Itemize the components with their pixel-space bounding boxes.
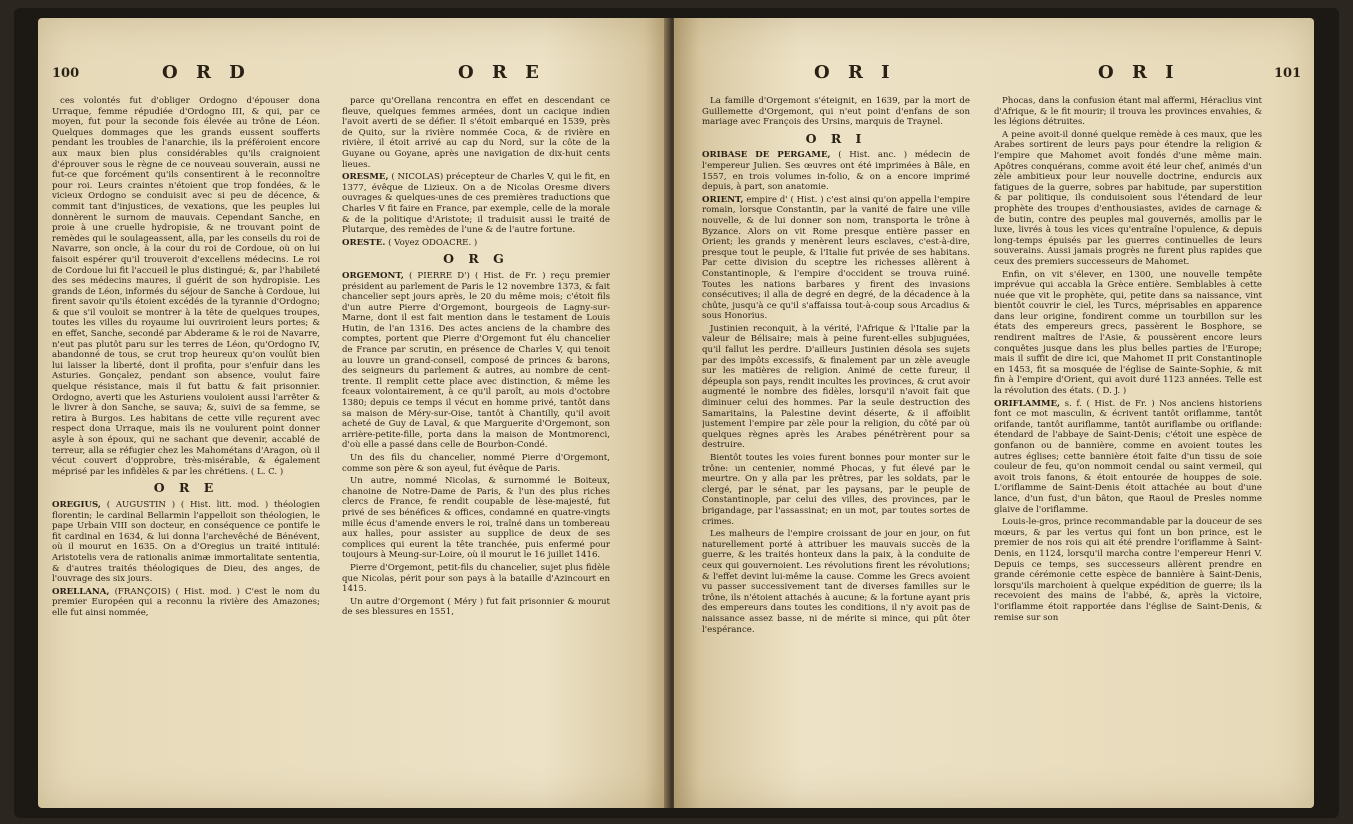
entry-text: empire d' ( Hist. ) c'est ainsi qu'on appella l'empire romain, lorsque Constantin, par la vanité de faire une ville nouvelle, & de lui donner son nom, transporta le trône à Byzance. Alors on vit Rome presque entière passer en Orient; les grands y menèrent leurs esclaves, c'est-à-dire, presque tout le peuple, & l'Italie fut privée de ses habitans. Par cette division du sceptre les richesses allèrent à Constantinople, & l'empire d'occident se trouva ruiné. Toutes les nations barbares y firent des invasions consécutives; il alla de degré en degré, de la décadence à la chûte, jusqu'à ce qu'il s'affaissa tout-à-coup sous Arcadius & sous Honorius. [702,194,970,322]
running-head-left-col1: O R D [162,62,251,83]
entry-headword: ORESTE. [342,237,386,248]
right-page-column-1 [702,96,970,796]
entry-headword: OREGIUS, [52,499,101,510]
running-head-right-col2: O R I [1098,62,1180,83]
dictionary-entry [702,150,970,192]
right-page [674,18,1314,808]
dictionary-entry [52,500,320,585]
page-number-left: 100 [52,66,80,81]
dictionary-entry [342,172,610,236]
left-page-header [38,64,670,88]
paragraph: Bientôt toutes les voies furent bonnes pour monter sur le trône: un centenier, nommé Phocas, y fut élevé par le meurtre. On y alla par les prêtres, par les soldats, par le clergé, par le sénat, par les paysans, par le peuple de Constantinople, par celui des villes, des provinces, par le brigandage, par l'assassinat; en un mot, par toutes sortes de crimes. [702,453,970,527]
entry-text: (FRANÇOIS) ( Hist. mod. ) C'est le nom du premier Européen qui a reconnu la rivière des Amazones; elle fut ainsi nommée, [52,586,320,618]
paragraph: Phocas, dans la confusion étant mal affermi, Héraclius vint d'Afrique, & le fit mourir; il trouva les provinces envahies, & les légions détruites. [994,96,1262,128]
running-head-right-col1: O R I [814,62,896,83]
paragraph: Un autre, nommé Nicolas, & surnommé le Boiteux, chanoine de Notre-Dame de Paris, & l'un des plus riches clercs de France, fe rendit coupable de lèse-majesté, fut privé de ses bénéfices & offices, condamné en quatre-vingts mille écus d'amende envers le roi, traîné dans un tombereau aux halles, pour assister au supplice de deux de ses complices qui eurent la tête tranchée, puis enfermé pour toujours à Meung-sur-Loire, où il mourut le 16 juillet 1416. [342,476,610,561]
section-heading: O R E [153,480,219,496]
paragraph: parce qu'Orellana rencontra en effet en descendant ce fleuve, quelques femmes armées, dont un cacique indien l'avoit averti de se défier. Il s'étoit embarqué en 1539, près de Quito, sur la rivière nommée Coca, & de rivière en rivière, il étoit arrivé au cap du Nord, sur la côte de la Guyane ou Goyane, après une navigation de dix-huit cents lieues. [342,96,610,170]
entry-headword: ORGEMONT, [342,270,404,281]
entry-text: ( Voyez ODOACRE. ) [388,237,478,248]
section-heading: O R G [443,251,509,267]
dictionary-entry [342,271,610,451]
paragraph: Un des fils du chancelier, nommé Pierre d'Orgemont, comme son père & son ayeul, fut évêque de Paris. [342,453,610,474]
left-page [38,18,670,808]
dictionary-entry [994,399,1262,516]
paragraph: A peine avoit-il donné quelque remède à ces maux, que les Arabes sortirent de leurs pays pour étendre la religion & l'empire que Mahomet avoit fondés d'une même main. Apôtres conquérans, comme avoit été leur chef, animés d'un zèle ambitieux pour leur nouvelle doctrine, endurcis aux fatigues de la guerre, sobres par habitude, par superstition & par politique, ils conduisoient sous l'étendard de leur prophète des troupes d'enthousiastes, avides de carnage & de butin, contre des peuples mal gouvernés, amollis par le luxe, livrés à tous les vices qu'entraîne l'opulence, & depuis long-temps épuisés par les guerres continuelles de leurs souverains. Aussi jamais progrès ne furent plus rapides que ceux des premiers successeurs de Mahomet. [994,129,1262,267]
entry-headword: ORIBASE DE PERGAME, [702,150,831,161]
paragraph: Pierre d'Orgemont, petit-fils du chancelier, sujet plus fidèle que Nicolas, périt pour son pays à la bataille d'Azincourt en 1415. [342,562,610,595]
paragraph: La famille d'Orgemont s'éteignit, en 1639, par la mort de Guillemette d'Orgemont, qui n'eut point d'enfans de son mariage avec François des Ursins, marquis de Traynel. [702,96,970,128]
entry-headword: ORIFLAMME, [994,398,1061,409]
paragraph: Un autre d'Orgemont ( Méry ) fut fait prisonnier & mourut de ses blessures en 1551, [342,596,610,618]
entry-headword: ORESME, [342,172,389,183]
entry-headword: ORIENT, [702,194,744,205]
entry-text: ( PIERRE D') ( Hist. de Fr. ) reçu premier président au parlement de Paris le 12 novembre 1373, & fait chancelier sept jours après, le 20 du même mois; c'étoit fils d'un autre Pierre d'Orgemont, bourgeois de Lagny-sur-Marne, dont il est fait mention dans le testament de Louis Hutin, de l'an 1316. Des actes anciens de la chambre des comptes, portent que Pierre d'Orgemont fut élu chancelier de France par scrutin, en présence de Charles V, qui tenoit au louvre un grand-conseil, composé de princes & barons, des seigneurs du parlement & autres, au nombre de cent-trente. Il remplit cette place avec distinction, & même les fceaux volontairement, à ce qu'il paroît, au mois d'octobre 1380; depuis ce temps il vécut en homme privé, tantôt dans sa maison de Méry-sur-Oise, tantôt à Chantilly, qu'il avoit acheté de Guy de Laval, & que Marguerite d'Orgemont, son arrière-petite-fille, porta dans la maison de Montmorenci, d'où elle a passé dans celle de Bourbon-Condé. [342,270,610,451]
paragraph: Louis-le-gros, prince recommandable par la douceur de ses mœurs, & par les vertus qui font un bon prince, est le premier de nos rois qui ait été prendre l'oriflamme à Saint-Denis, en 1124, lorsqu'il marcha contre l'empereur Henri V. Depuis ce temps, ses successeurs allèrent prendre en grande cérémonie cette espèce de bannière à Saint-Denis, lorsqu'ils marchoient à quelque expédition de guerre; ils la recevoient des mains de l'abbé, &, après la victoire, l'oriflamme étoit rapportée dans l'église de Saint-Denis, & remise sur son [994,517,1262,623]
entry-text: s. f. ( Hist. de Fr. ) Nos anciens historiens font ce mot masculin, & écrivent tantôt oriflamme, tantôt orifande, tantôt auriflamme, tantôt auriflambe ou oriflande: étendard de l'abbaye de Saint-Denis; c'étoit une espèce de gonfanon ou de bannière, comme en avoient toutes les autres églises; cette bannière étoit faite d'un tissu de soie couleur de feu, qu'on nommoit cendal ou saint vermeil, qui avoit trois fanons, & étoit entourée de houppes de soie. L'oriflamme de Saint-Denis étoit attachée au bout d'une lance, d'un fust, d'un bâton, que Raoul de Presles nomme glaive de l'oriflamme. [994,398,1262,515]
section-heading: O R I [805,130,867,146]
right-page-column-2 [994,96,1262,796]
paragraph: ces volontés fut d'obliger Ordogno d'épouser dona Urraque, femme répudiée d'Ordogno III, & qui, par ce moyen, fut pour la seconde fois élevée au trône de Léon. Quelques dommages que les grands eussent soufferts pendant les troubles de l'anarchie, ils la préféroient encore aux maux bien plus considérables qu'ils craignoient d'éprouver sous le règne de ce nouveau souverain, aussi ne fut-ce que forcément qu'ils consentirent à le reconnoître pour roi. Leurs craintes n'étoient que trop fondées, & le vicieux Ordogno se conduisit avec si peu de décence, & commit tant d'injustices, de vexations, que les peuples lui donnèrent le surnom de mauvais. Cependant Sanche, en proie à une cruelle hydropisie, & ne trouvant point de remèdes qui le soulageassent, alla, par les conseils du roi de Navarre, son oncle, à la cour du roi de Cordoue, où on lui faisoit espérer qu'il trouveroit d'excellens médecins. Le roi de Cordoue lui fit l'accueil le plus distingué; &, par l'habileté des ses médecins maures, il guérit de son hydropisie. Les grands de Léon, informés du séjour de Sanche à Cordoue, lui firent savoir qu'ils étoient excédés de la tyrannie d'Ordogno; & que s'il vouloit se montrer à la tête de quelques troupes, toutes les villes du royaume lui ouvriroient leurs portes; & en effet, Sanche, secondé par Abderame & le roi de Navarre, n'eut pas plutôt paru sur les terres de Léon, qu'Ordogno IV, abandonné de tous, se crut trop heureux qu'on voulût bien lui laisser la liberté, dont il profita, pour s'enfuir dans les Asturies. Gonçalez, pendant son absence, voulut faire quelque résistance, mais il fut battu & fait prisonnier. Ordogno, averti que les Asturiens vouloient aussi l'arrêter & le livrer à don Sanche, se sauva; &, suivi de sa femme, se retira à Burgos. Les habitans de cette ville reçurent avec respect dona Urraque, mais ils ne voulurent point donner asyle à son époux, qui ne sachant que devenir, accablé de terreur, alla se réfugier chez les Mahométans d'Aragon, où il vécut couvert d'opprobre, très-misérable, & également méprisé par les infidèles & par les chrétiens. ( L. C. ) [52,96,320,477]
left-page-column-1 [52,96,320,796]
book-viewer [14,8,1339,818]
entry-text: ( Hist. anc. ) médecin de l'empereur Julien. Ses œuvres ont été imprimées à Bâle, en 1557, en trois volumes in-folio, & on a encore imprimé depuis, à part, son anatomie. [702,150,970,193]
entry-headword: ORELLANA, [52,586,110,597]
page-number-right: 101 [1274,66,1302,81]
left-page-column-2 [342,96,610,796]
dictionary-entry [702,195,970,322]
dictionary-entry [342,238,610,249]
dictionary-entry [52,587,320,619]
entry-text: ( NICOLAS) précepteur de Charles V, qui le fit, en 1377, évêque de Lizieux. On a de Nicolas Oresme divers ouvrages & quelques-unes de ces premières traductions que Charles V fit faire en France, par exemple, celle de la morale & de la politique d'Aristote; il traduisit aussi le traité de Plutarque, des remèdes de l'une & de l'autre fortune. [342,172,610,236]
paragraph: Enfin, on vit s'élever, en 1300, une nouvelle tempête imprévue qui accabla la Grèce entière. Semblables à cette nuée que vit le prophète, qui, petite dans sa naissance, vint bientôt couvrir le ciel, les Turcs, méprisables en apparence dans leur origine, fondirent comme un tourbillon sur les états des empereurs grecs, passèrent le Bosphore, se rendirent maîtres de l'Asie, & poussèrent encore leurs conquêtes jusque dans les plus belles parties de l'Europe; mais il suffit de dire ici, que Mahomet II prit Constantinople en 1453, fit sa mosquée de l'église de Sainte-Sophie, & mit fin à l'empire d'Orient, qui avoit duré 1123 années. Telle est la révolution des états. ( D. J. ) [994,269,1262,397]
running-head-left-col2: O R E [458,62,545,83]
paragraph: Les malheurs de l'empire croissant de jour en jour, on fut naturellement porté à attribuer les mauvais succès de la guerre, & les traités honteux dans la paix, à la conduite de ceux qui gouvernoient. Les révolutions firent les révolutions; & l'effet devint lui-même la cause. Comme les Grecs avoient vu passer successivement tant de diverses familles sur le trône, ils n'étoient attachés à aucune; & la fortune ayant pris des empereurs dans toutes les conditions, il n'y avoit pas de naissance assez basse, ni de mérite si mince, qui pût ôter l'espérance. [702,529,970,635]
paragraph: Justinien reconquit, à la vérité, l'Afrique & l'Italie par la valeur de Bélisaire; mais à peine furent-elles subjuguées, qu'il fallut les perdre. D'ailleurs Justinien désola ses sujets par des impôts excessifs, & finalement par un zèle aveugle sur les matières de religion. Animé de cette fureur, il dépeupla son pays, rendit incultes les provinces, & crut avoir augmenté le nombre des fidèles, lorsqu'il n'avoit fait que diminuer celui des hommes. Par la seule destruction des Samaritains, la Palestine devint déserte, & il affoiblit justement l'empire par zèle pour la religion, du côté par où quelques règnes après les Arabes pénétrèrent pour sa destruire. [702,323,970,451]
entry-text: ( AUGUSTIN ) ( Hist. litt. mod. ) théologien florentin; le cardinal Bellarmin l'appelloit son théologien, le pape Urbain VIII son docteur, en conséquence ce pontife le fit cardinal en 1634, & lui donna l'archevêché de Bénévent, où il mourut en 1635. On a d'Oregius un traité intitulé: Aristotelis vera de rationalis animæ immortalitate sententia, & d'autres traités théologiques de Dieu, des anges, de l'ouvrage des six jours. [52,499,320,585]
right-page-header [674,64,1314,88]
